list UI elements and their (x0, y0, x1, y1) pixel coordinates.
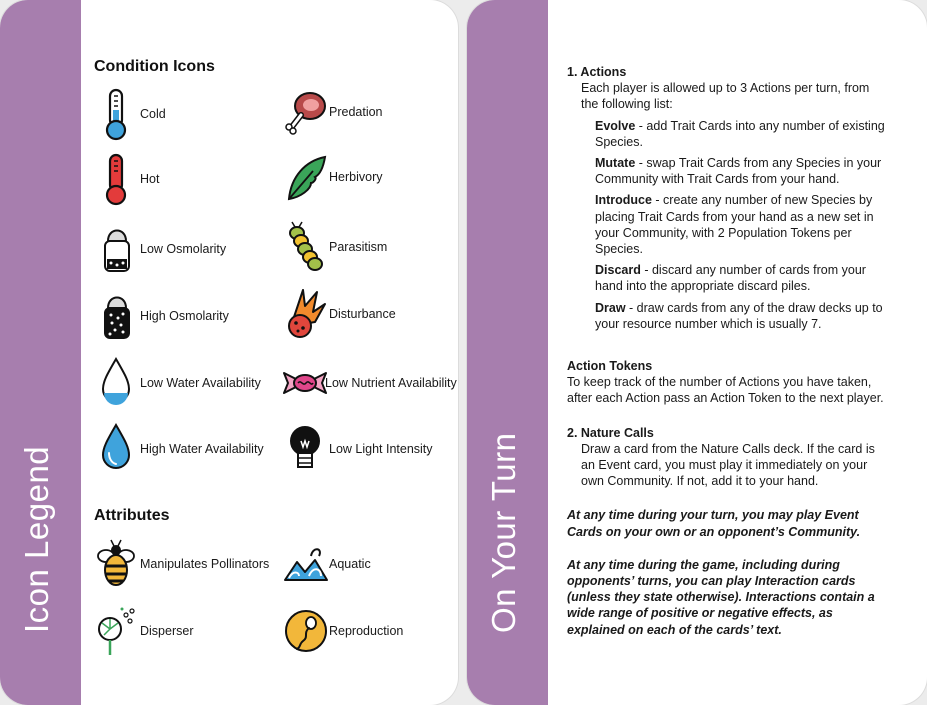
legend-item-high-water (94, 421, 274, 477)
interaction-cards-note: At any time during the game, including during opponents’ turns, you can play Interaction cards (unless they state otherwise). Interactions contain a wide range of positive or negative effects, as explained on each of the cards’ text. (567, 557, 875, 637)
meteor-icon (283, 286, 329, 342)
legend-label: Low Light Intensity (329, 442, 433, 456)
attribute-item-disperser (94, 603, 274, 659)
meat-icon (283, 84, 329, 140)
hot-thermometer-icon (94, 151, 140, 207)
event-cards-note: At any time during your turn, you may play Event Cards on your own or an opponent’s Community. (567, 508, 861, 539)
legend-label: High Osmolarity (140, 309, 229, 323)
legend-label: Low Nutrient Availability (325, 376, 457, 390)
on-your-turn-card (467, 0, 927, 705)
nature-calls-heading: 2. Nature Calls (567, 425, 654, 440)
icon-legend-card (0, 0, 458, 705)
bee-icon (94, 536, 140, 592)
legend-item-high-osmolarity (94, 288, 274, 344)
legend-label: Disturbance (329, 307, 396, 321)
legend-label: Manipulates Pollinators (140, 557, 270, 571)
sperm-icon (283, 603, 329, 659)
turn-rules-text (567, 64, 887, 638)
legend-item-predation (283, 84, 458, 140)
legend-label: Cold (140, 107, 166, 121)
drop-low-icon (94, 355, 140, 411)
attribute-item-aquatic (283, 536, 458, 592)
salt-shaker-high-icon (94, 288, 140, 344)
candy-icon (279, 355, 331, 411)
action-tokens-text: To keep track of the number of Actions you have taken, after each Action pass an Action Token to the next player. (567, 375, 884, 406)
condition-icons-heading: Condition Icons (94, 58, 215, 75)
dandelion-icon (94, 603, 140, 659)
legend-item-low-osmolarity (94, 221, 274, 277)
legend-item-low-water (94, 355, 274, 411)
legend-item-disturbance (283, 286, 458, 342)
legend-item-herbivory (283, 149, 458, 205)
attributes-heading: Attributes (94, 507, 170, 524)
icon-legend-title: Icon Legend (18, 445, 55, 633)
leaf-icon (283, 149, 329, 205)
legend-item-hot (94, 151, 274, 207)
actions-heading: 1. Actions (567, 65, 627, 79)
legend-label: Disperser (140, 624, 194, 638)
action-mutate: Mutate - swap Trait Cards from any Species in your Community with Trait Cards from your hand. (595, 156, 882, 187)
legend-label: Low Water Availability (140, 376, 261, 390)
legend-item-parasitism (283, 219, 458, 275)
attribute-item-reproduction (283, 603, 458, 659)
salt-shaker-low-icon (94, 221, 140, 277)
legend-label: Aquatic (329, 557, 371, 571)
left-side-band (0, 0, 81, 705)
legend-label: Low Osmolarity (140, 242, 227, 256)
actions-intro: Each player is allowed up to 3 Actions per turn, from the following list: (581, 81, 870, 112)
action-discard: Discard - discard any number of cards from your hand into the appropriate discard piles. (595, 263, 866, 294)
legend-item-low-nutrient (279, 355, 458, 411)
lightbulb-icon (283, 421, 329, 477)
waves-icon (283, 536, 329, 592)
right-side-band (467, 0, 548, 705)
legend-item-cold (94, 86, 274, 142)
action-evolve: Evolve - add Trait Cards into any number of existing Species. (595, 118, 885, 149)
nature-calls-text: Draw a card from the Nature Calls deck. If the card is an Event card, you must play it immediately on your own Community. If not, add it to your hand. (581, 441, 875, 489)
action-introduce: Introduce - create any number of new Species by placing Trait Cards from your hand as a new set in your Community, with 2 Population Tokens per Species. (595, 193, 874, 257)
legend-label: Hot (140, 172, 160, 186)
caterpillar-icon (283, 219, 329, 275)
legend-label: Parasitism (329, 240, 388, 254)
drop-high-icon (94, 421, 140, 477)
action-tokens-heading: Action Tokens (567, 359, 653, 374)
attribute-item-pollinators (94, 536, 274, 592)
action-draw: Draw - draw cards from any of the draw decks up to your resource number which is usually 7. (595, 300, 883, 331)
on-your-turn-title: On Your Turn (485, 432, 522, 633)
legend-item-low-light (283, 421, 458, 477)
cold-thermometer-icon (94, 86, 140, 142)
legend-label: Herbivory (329, 170, 383, 184)
legend-label: High Water Availability (140, 442, 264, 456)
legend-label: Predation (329, 105, 383, 119)
legend-label: Reproduction (329, 624, 404, 638)
